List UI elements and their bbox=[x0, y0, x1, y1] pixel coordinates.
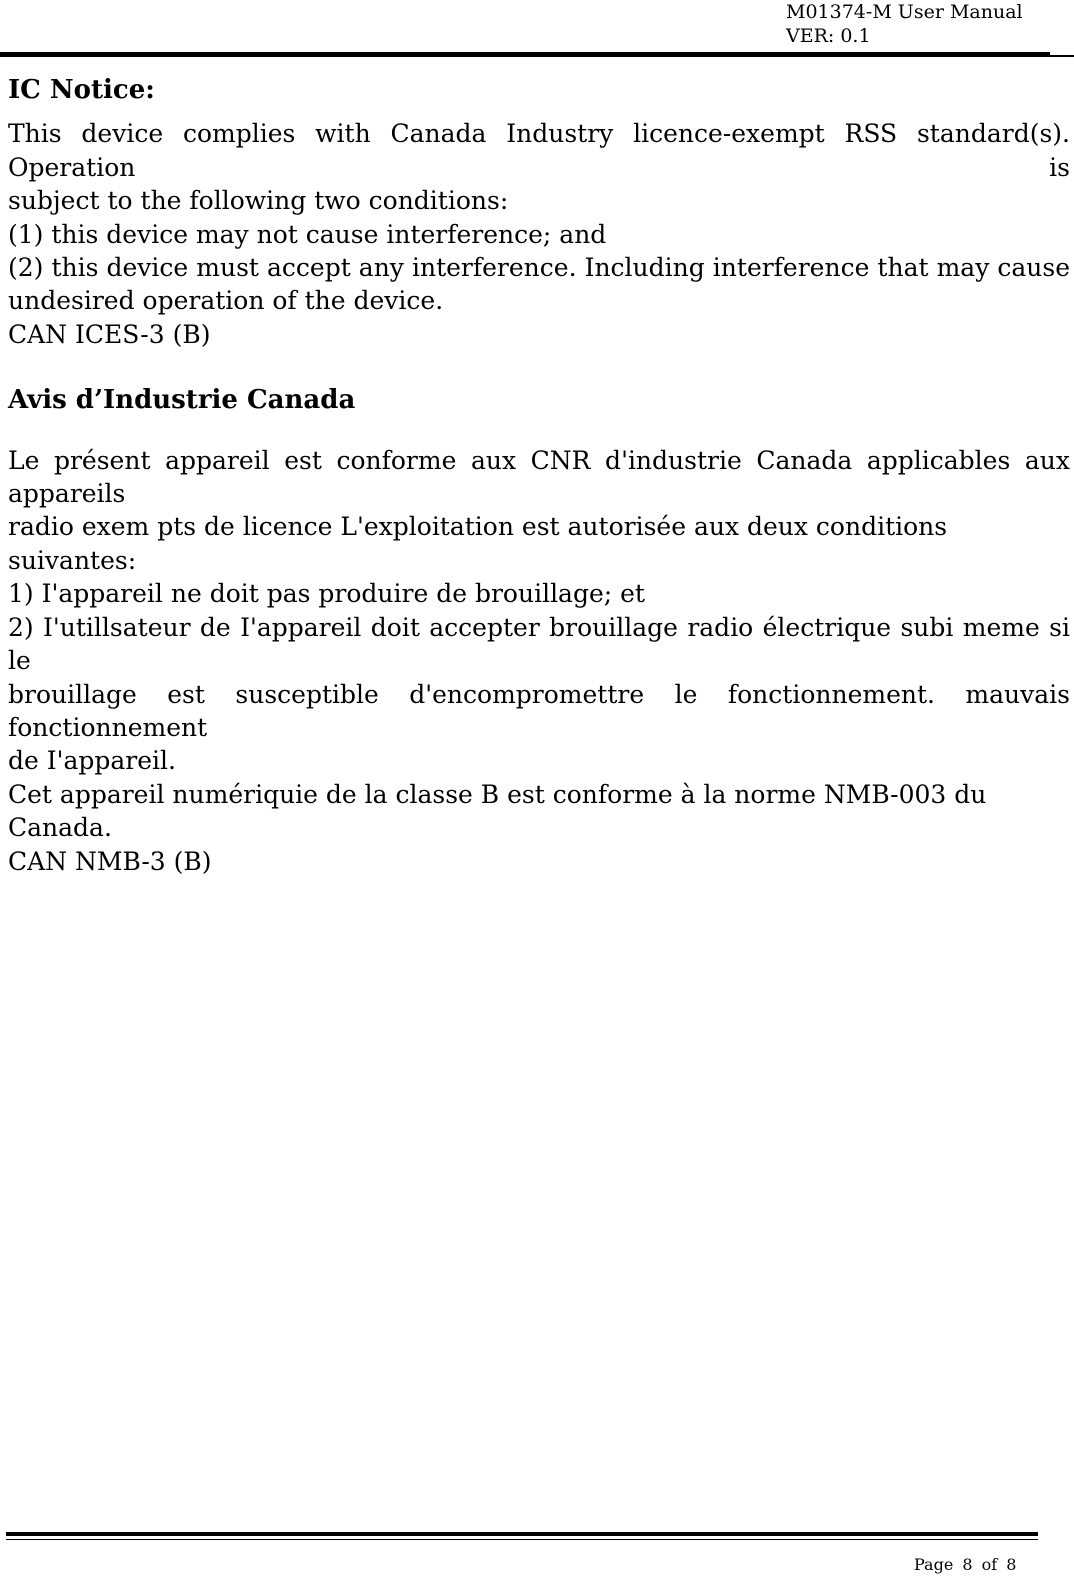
avis-line: de I'appareil. bbox=[8, 746, 176, 776]
header-rule-tail bbox=[1050, 55, 1074, 57]
footer-rule bbox=[6, 1532, 1038, 1536]
manual-title: M01374-M User Manual bbox=[786, 1, 1023, 23]
avis-line: Cet appareil numériquie de la classe B est conforme à la norme NMB-003 du Canada. bbox=[8, 779, 987, 843]
avis-line: radio exem pts de licence L'exploitation est autorisée aux deux conditions suivantes: bbox=[8, 512, 948, 575]
avis-line: brouillage est susceptible d'encompromettre le fonctionnement. mauvais fonctionnement bbox=[8, 679, 1070, 742]
avis-line: 2) I'utillsateur de I'appareil doit accepter brouillage radio électrique subi meme si le bbox=[8, 612, 1070, 676]
avis-line: Le présent appareil est conforme aux CNR d'industrie Canada applicables aux appareils bbox=[8, 445, 1070, 509]
ic-notice-line: This device complies with Canada Industry licence-exempt RSS standard(s). Operation is bbox=[8, 119, 1070, 182]
document-header bbox=[786, 0, 1023, 48]
ic-notice-line: undesired operation of the device. bbox=[8, 286, 444, 316]
avis-heading: Avis d’Industrie Canada bbox=[8, 385, 356, 416]
page-body bbox=[8, 74, 1070, 878]
ic-notice-line: (2) this device must accept any interference. Including interference that may cause bbox=[8, 253, 1070, 283]
version-label: VER: 0.1 bbox=[786, 25, 871, 47]
ic-notice-line: (1) this device may not cause interference; and bbox=[8, 219, 607, 249]
header-rule bbox=[0, 52, 1050, 57]
footer-rule-thin bbox=[6, 1539, 1038, 1540]
avis-line: CAN NMB-3 (B) bbox=[8, 846, 212, 876]
page-number: Page 8 of 8 bbox=[914, 1555, 1017, 1574]
ic-notice-heading: IC Notice: bbox=[8, 75, 155, 105]
ic-notice-line: subject to the following two conditions: bbox=[8, 186, 509, 216]
avis-line: 1) I'appareil ne doit pas produire de brouillage; et bbox=[8, 579, 645, 609]
ic-notice-line: CAN ICES-3 (B) bbox=[8, 319, 211, 349]
